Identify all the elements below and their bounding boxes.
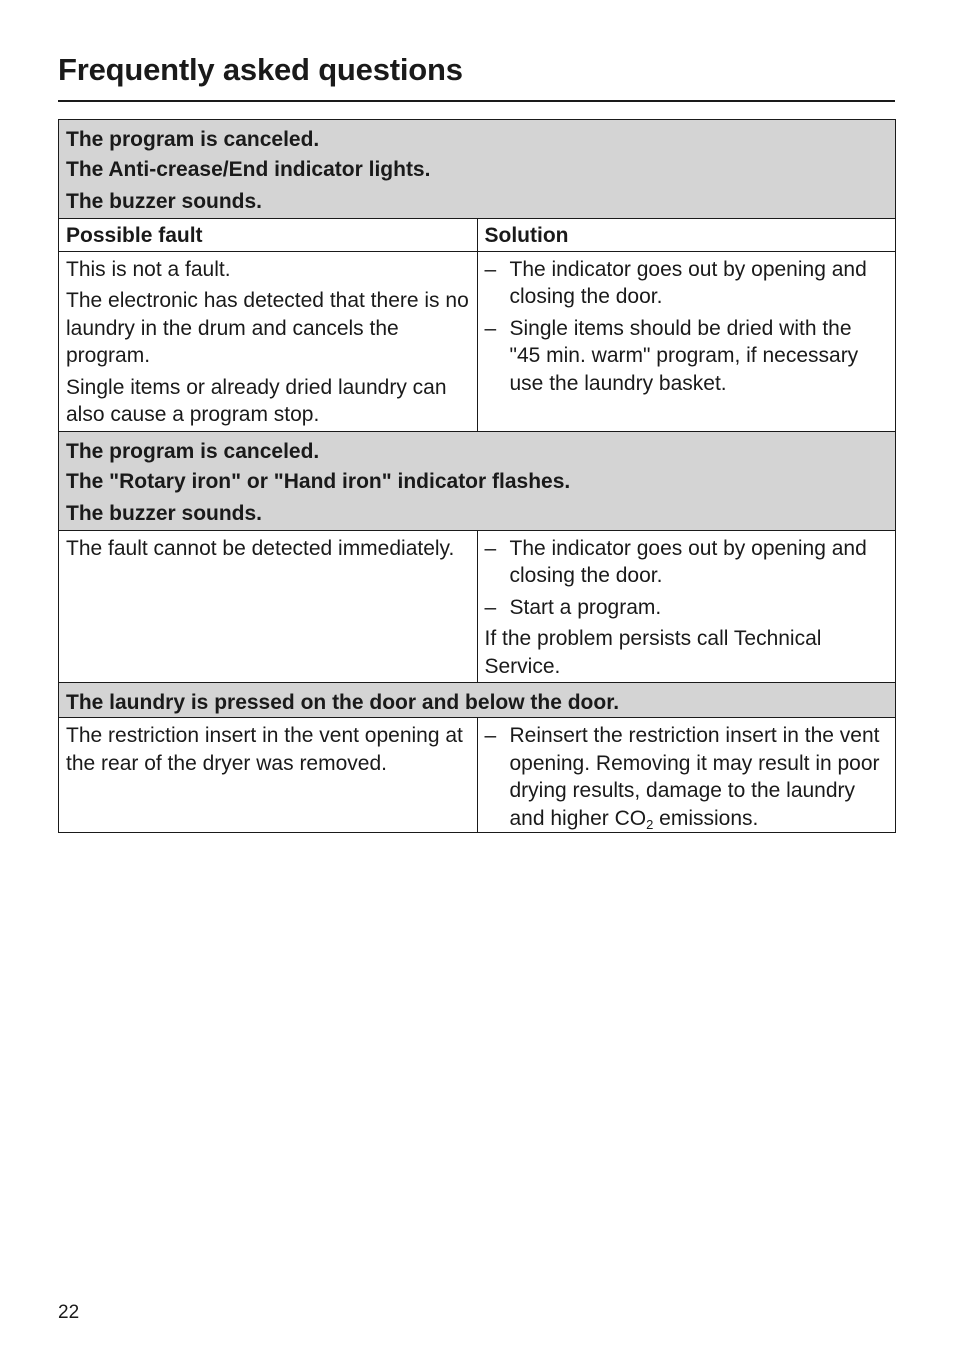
problem-line: The Anti-crease/End indicator lights.	[66, 158, 431, 181]
column-header-row	[59, 219, 896, 252]
dash-icon: –	[484, 257, 497, 281]
dash-icon: –	[484, 595, 497, 619]
fault-cell	[59, 530, 478, 683]
page-title: Frequently asked questions	[58, 52, 463, 87]
solution-text: Single items should be dried with the "45 min. warm" program, if necessary use the laundry basket.	[509, 316, 859, 395]
solution-item	[485, 256, 889, 311]
problem-header-cell	[59, 431, 896, 530]
fault-text: The restriction insert in the vent opening at the rear of the dryer was removed.	[66, 724, 463, 775]
dash-icon: –	[484, 724, 497, 747]
problem-line: The "Rotary iron" or "Hand iron" indicator flashes.	[66, 469, 571, 493]
faq-table	[58, 119, 896, 833]
problem-header-row	[59, 683, 896, 718]
solution-text: The indicator goes out by opening and closing the door.	[509, 257, 867, 308]
solution-text	[510, 724, 880, 830]
fault-cell	[59, 718, 478, 833]
problem-line: The laundry is pressed on the door and below the door.	[66, 691, 620, 714]
solution-note: If the problem persists call Technical Service.	[484, 627, 822, 678]
table-row	[59, 530, 896, 683]
problem-header-cell	[59, 683, 896, 718]
title-divider	[58, 100, 895, 102]
table-row	[59, 718, 896, 833]
solution-cell	[477, 718, 896, 833]
problem-line: The buzzer sounds.	[66, 190, 263, 213]
column-header-fault: Possible fault	[59, 219, 478, 252]
problem-header-row	[59, 431, 896, 530]
solution-item	[485, 535, 889, 590]
column-header-solution: Solution	[477, 219, 896, 252]
solution-item	[485, 315, 889, 398]
solution-item	[485, 594, 889, 622]
solution-cell	[477, 530, 896, 683]
solution-item	[485, 722, 889, 832]
fault-text: Single items or already dried laundry can also cause a program stop.	[66, 375, 447, 426]
problem-header-row	[59, 120, 896, 219]
solution-text: The indicator goes out by opening and closing the door.	[509, 536, 867, 587]
solution-text: Start a program.	[509, 595, 662, 619]
page-number: 22	[58, 1302, 80, 1323]
fault-text: This is not a fault.	[66, 257, 231, 281]
problem-header-cell	[59, 120, 896, 219]
problem-line: The program is canceled.	[66, 128, 320, 151]
table-row	[59, 251, 896, 431]
fault-text: The fault cannot be detected immediately.	[66, 536, 455, 560]
fault-cell	[59, 251, 478, 431]
solution-text-part: emissions.	[653, 806, 759, 830]
solution-cell	[477, 251, 896, 431]
problem-line: The buzzer sounds.	[66, 501, 263, 525]
dash-icon: –	[484, 536, 497, 560]
subscript-2: 2	[646, 816, 654, 832]
solution-text-part: Reinsert the restriction insert in the vent opening. Removing it may result in poor drying results, damage to the laundry and higher CO	[509, 724, 880, 830]
problem-line: The program is canceled.	[66, 439, 320, 463]
fault-text: The electronic has detected that there is no laundry in the drum and cancels the program.	[66, 289, 469, 367]
dash-icon: –	[484, 316, 497, 340]
